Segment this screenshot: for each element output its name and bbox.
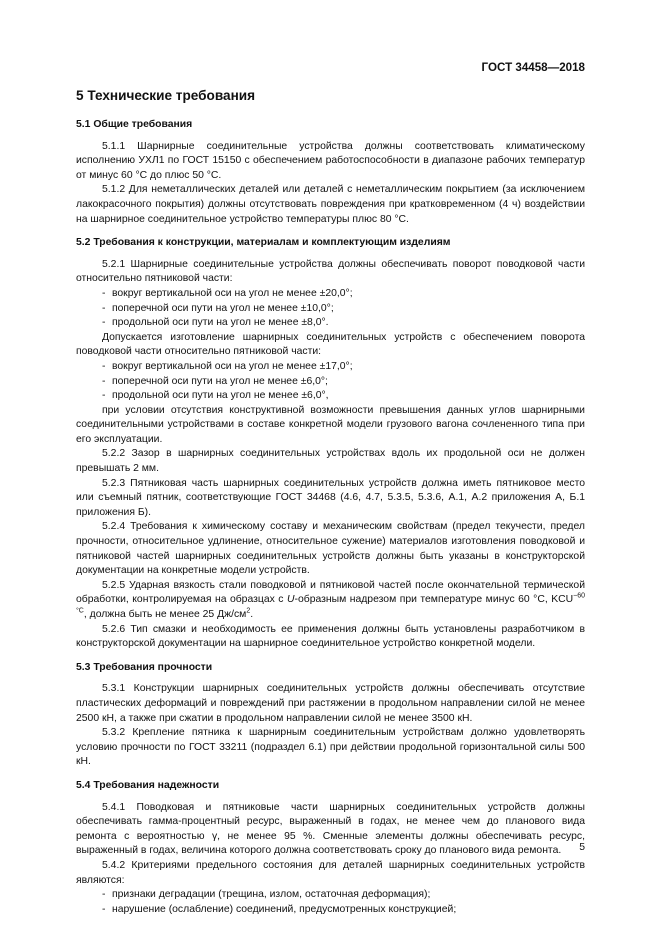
paragraph-5-4-1: 5.4.1 Поводковая и пятниковые части шарнирных соединительных устройств должны обеспечивать гамма-процентный ресурс, выраженный в годах, не менее чем до планового вида ремонта с вероятностью γ, не менее 95 %. Сменные элементы должны обеспечивать ресурс, выраженный в годах, величина которого должна соответствовать сроку до планового вида ремонта.: [76, 801, 585, 857]
document-id: ГОСТ 34458—2018: [481, 61, 585, 74]
paragraph-5-2-3: 5.2.3 Пятниковая часть шарнирных соединительных устройств должна иметь пятниковое место или съемный пятник, соответствующие ГОСТ 34468 (4.6, 4.7, 5.3.5, 5.3.6, А.1, А.2 приложения А, Б.1 приложения Б).: [76, 477, 585, 518]
paragraph-5-1-2: 5.1.2 Для неметаллических деталей или деталей с неметаллическим покрытием (за исключением лакокрасочного покрытия) должны отсутствовать повреждения при кратковременном (4 ч) воздействии на шарнирное соединительное устройство температуры плюс 80 °С.: [76, 184, 585, 225]
list-item: - продольной оси пути на угол не менее ±8,0°.: [102, 317, 329, 329]
paragraph-5-2-1-condition: при условии отсутствия конструктивной возможности превышения данных углов шарнирными соединительными устройствами в составе конкретной модели грузового вагона сочлененного типа при его эксплуатации.: [76, 404, 585, 445]
subsection-title-5-2: 5.2 Требования к конструкции, материалам и комплектующим изделиям: [76, 237, 451, 249]
document-body: [76, 87, 585, 917]
paragraph-5-2-2: 5.2.2 Зазор в шарнирных соединительных устройствах вдоль их продольной оси не должен превышать 2 мм.: [76, 448, 585, 475]
subsection-title-5-3: 5.3 Требования прочности: [76, 661, 213, 673]
paragraph-5-2-5: 5.2.5 Ударная вязкость стали поводковой и пятниковой частей после окончательной термической обработки, контролируемая на образцах с U-образным надрезом при температуре минус 60 °С, $KCU^{-60 ^\circ С}$, должна быть не менее 25 $Дж/см^2$.: [76, 579, 586, 620]
list-item: - нарушение (ослабление) соединений, предусмотренных конструкцией;: [102, 903, 457, 915]
paragraph-5-2-1: 5.2.1 Шарнирные соединительные устройства должны обеспечивать поворот поводковой части относительно пятниковой части:: [76, 258, 585, 285]
paragraph-5-2-4: 5.2.4 Требования к химическому составу и механическим свойствам (предел текучести, предел прочности, относительное удлинение, относительное сужение) материалов изготовления поводковой и пятниковой частей шарнирных соединительных устройств должны быть указаны в конструкторской документации на конкретные модели устройств.: [76, 521, 585, 577]
paragraph-5-3-1: 5.3.1 Конструкции шарнирных соединительных устройств должны обеспечивать отсутствие пластических деформаций и повреждений при растяжении в продольном направлении силой не менее 2500 кН, а также при сжатии в продольном направлении силой не менее 3500 кН.: [76, 683, 585, 724]
list-item: - поперечной оси пути на угол не менее ±10,0°;: [102, 302, 334, 314]
list-item: - поперечной оси пути на угол не менее ±6,0°;: [102, 375, 328, 387]
list-item: - продольной оси пути на угол не менее ±6,0°,: [102, 390, 329, 402]
paragraph-5-2-1-alt: Допускается изготовление шарнирных соединительных устройств с обеспечением поворота поводковой части относительно пятниковой части:: [76, 331, 585, 358]
list-item: - признаки деградации (трещина, излом, остаточная деформация);: [102, 889, 431, 901]
paragraph-5-4-2: 5.4.2 Критериями предельного состояния для деталей шарнирных соединительных устройств являются:: [76, 859, 585, 886]
paragraph-5-3-2: 5.3.2 Крепление пятника к шарнирным соединительным устройствам должно удовлетворять условию прочности по ГОСТ 33211 (подраздел 6.1) при действии продольной горизонтальной силы 500 кН.: [76, 727, 585, 768]
list-item: - вокруг вертикальной оси на угол не менее ±20,0°;: [102, 287, 353, 299]
section-title: 5 Технические требования: [76, 88, 256, 103]
subsection-title-5-4: 5.4 Требования надежности: [76, 779, 220, 791]
paragraph-5-2-6: 5.2.6 Тип смазки и необходимость ее применения должны быть установлены разработчиком в конструкторской документации на шарнирное соединительное устройство конкретной модели.: [76, 623, 585, 650]
list-item: - вокруг вертикальной оси на угол не менее ±17,0°;: [102, 360, 353, 372]
subsection-title-5-1: 5.1 Общие требования: [76, 119, 193, 130]
paragraph-5-1-1: 5.1.1 Шарнирные соединительные устройства должны соответствовать климатическому исполнению УХЛ1 по ГОСТ 15150 с обеспечением работоспособности в диапазоне рабочих температур от минус 60 °С до плюс 50 °С.: [76, 140, 585, 181]
page-number: 5: [579, 842, 585, 853]
